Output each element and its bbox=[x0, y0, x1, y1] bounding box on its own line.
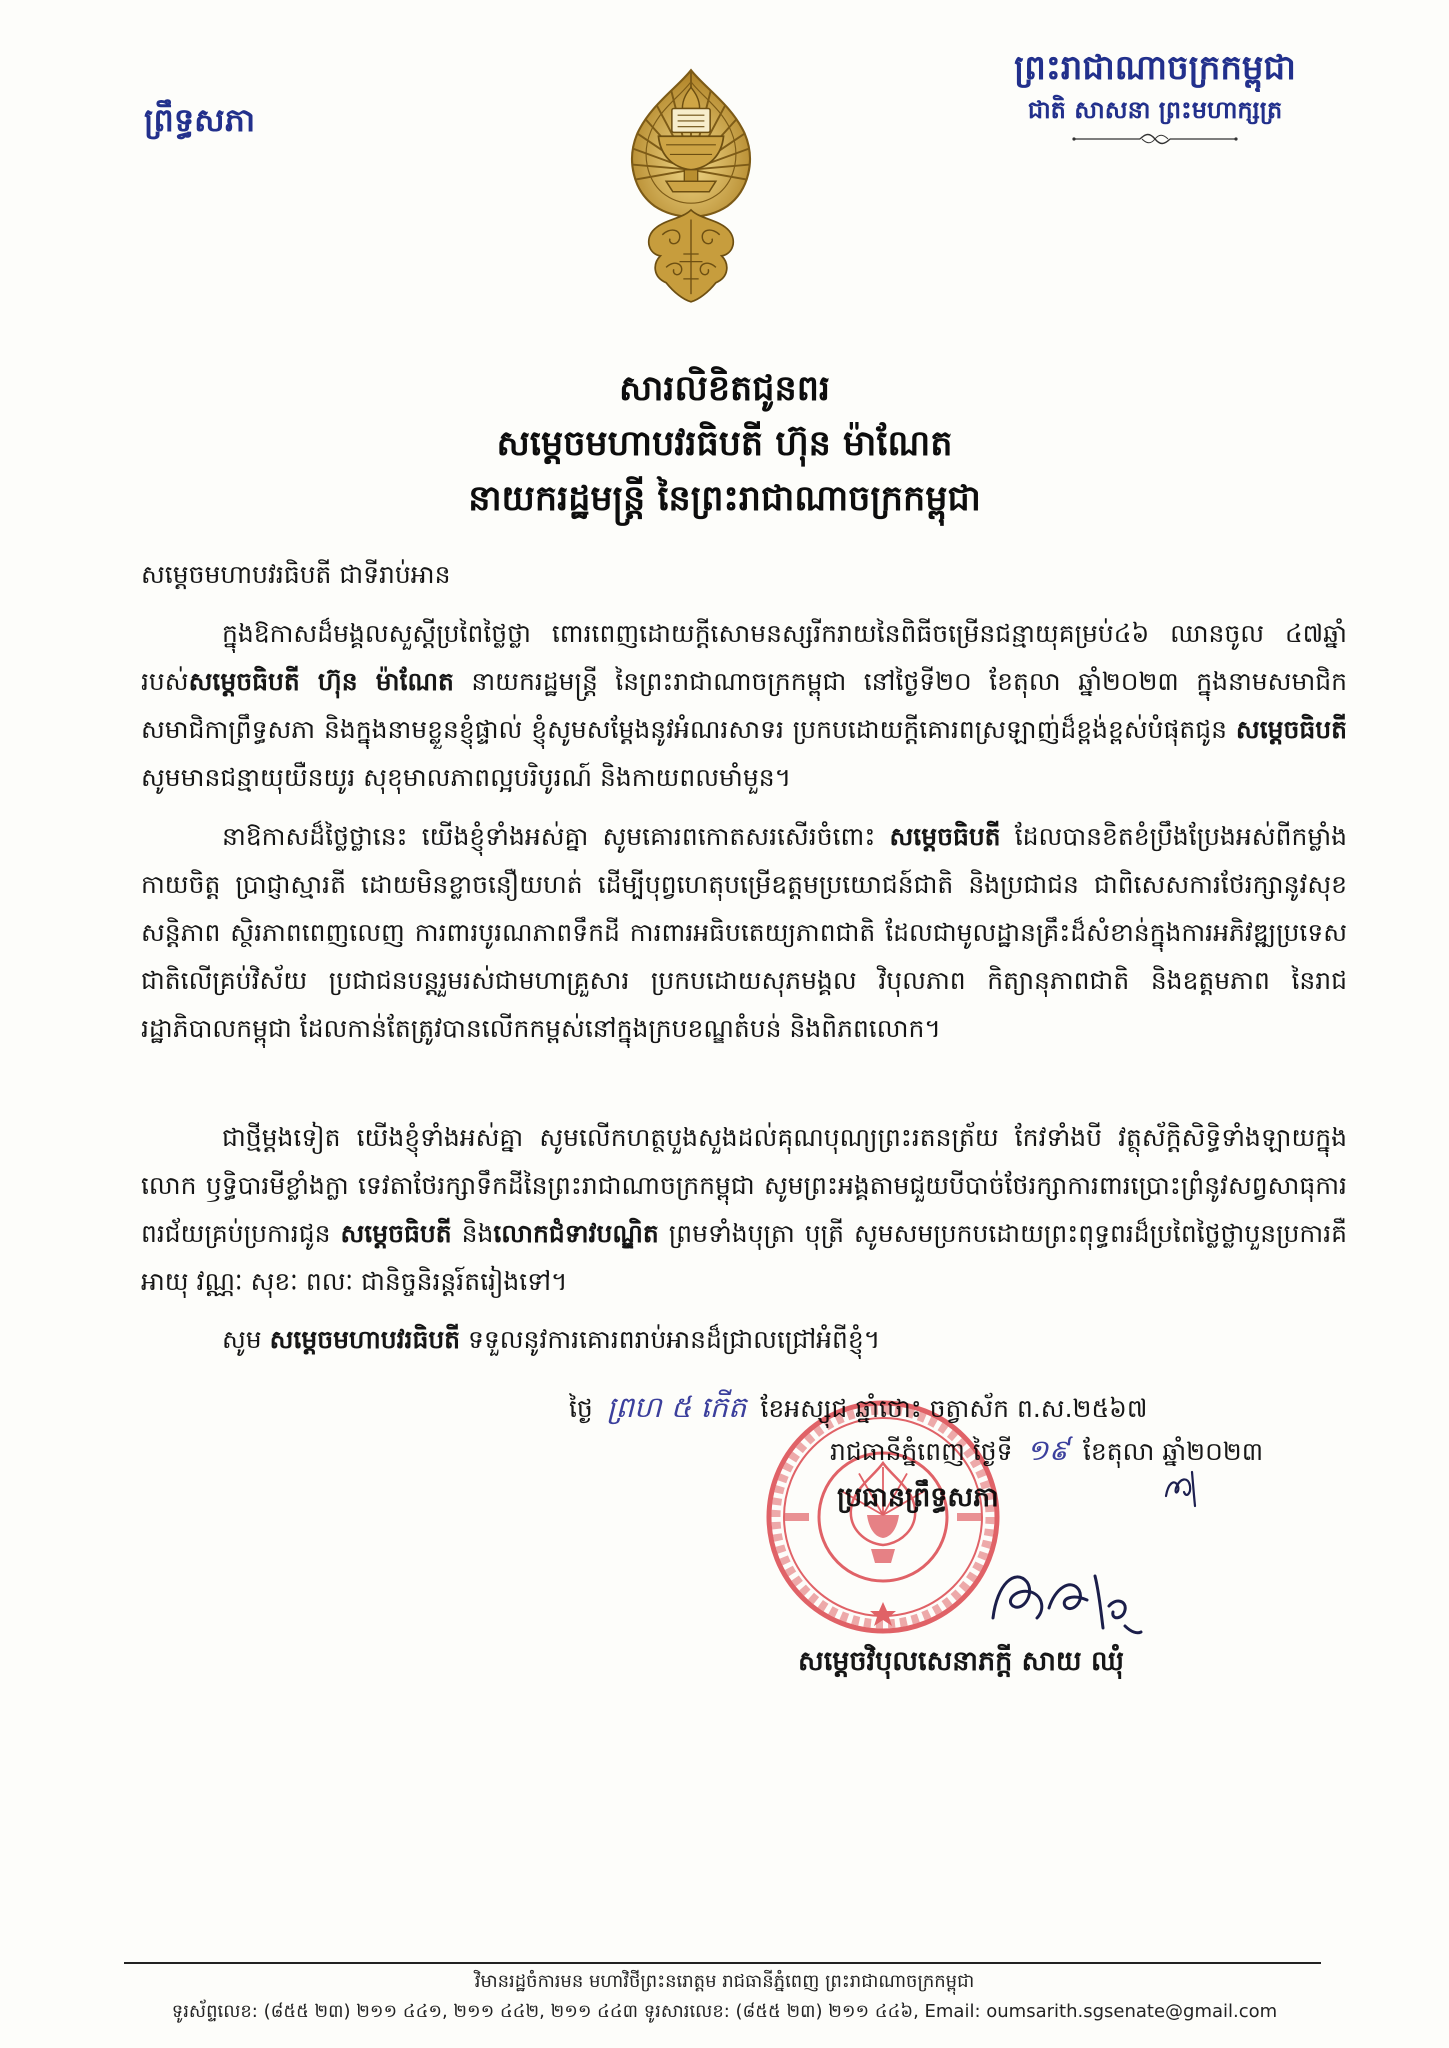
place-prefix: រាជធានីភ្នំពេញ ថ្ងៃទី bbox=[830, 1437, 1013, 1466]
p1-emphasis: សម្តេចធិបតី ហ៊ុន ម៉ាណែត bbox=[188, 667, 454, 696]
handwritten-signature bbox=[975, 1548, 1145, 1643]
p1-emphasis: សម្តេចធិបតី bbox=[1235, 715, 1347, 744]
title-line-3: នាយករដ្ឋមន្ត្រី នៃព្រះរាជាណាចក្រកម្ពុជា bbox=[468, 479, 981, 519]
day-label: ថ្ងៃ bbox=[569, 1394, 593, 1423]
title-line-1: សារលិខិតជូនពរ bbox=[618, 369, 831, 409]
kingdom-title: ព្រះរាជាណាចក្រកម្ពុជា bbox=[1014, 48, 1296, 88]
salutation: សម្តេចមហាបវរធិបតី ជាទីរាប់អាន bbox=[141, 560, 451, 589]
closing-text: ទទួលនូវការគោរពរាប់អានដ៏ជ្រាលជ្រៅអំពីខ្ញុំ។ bbox=[460, 1325, 881, 1354]
body-paragraph-2 bbox=[141, 813, 1347, 1103]
p3-text: ជាថ្មីម្តងទៀត យើងខ្ញុំទាំងអស់គ្នា សូមលើកហត្ថបួងសួងដល់គុណបុណ្យព្រះរតនត្រ័យ កែវទាំងបី វត្ថុស័ក្តិសិទ្ធិទាំងឡាយក្នុងលោក ឫទ្ធិបារមីខ្លាំងក្លា ទេវតាថែរក្សាទឹកដីនៃព្រះរាជាណាចក្រកម្ពុជា សូមព្រះអង្គតាមជួយបីបាច់ថែរក្សាការពារប្រោះព្រំនូវសព្វសាធុការពរជ័យគ្រប់ប្រការជូន bbox=[141, 1123, 1347, 1248]
p2-emphasis: សម្តេចធិបតី bbox=[889, 822, 1001, 851]
p1-text: ក្នុងឱកាសដ៏មង្គលសួស្តីប្រពៃថ្លៃថ្លា ពោរពេញដោយក្តីសោមនស្សរីករាយនៃពិធីចម្រើនជន្មាយុគម្រប់៤៦ ឈានចូល ៤៧ឆ្នាំ របស់ bbox=[141, 619, 1347, 696]
p2-text: ដែលបានខិតខំប្រឹងប្រែងអស់ពីកម្លាំងកាយចិត្ត ប្រាជ្ញាស្មារតី ដោយមិនខ្លាចនឿយហត់ ដើម្បីបុព្វហេតុបម្រើឧត្តមប្រយោជន៍ជាតិ និងប្រជាជន ជាពិសេសការថែរក្សានូវសុខសន្តិភាព ស្ថិរភាពពេញលេញ ការពារបូរណភាពទឹកដី ការពារអធិបតេយ្យភាពជាតិ ដែលជាមូលដ្ឋានគ្រឹះដ៏សំខាន់ក្នុងការអភិវឌ្ឍប្រទេសជាតិលើគ្រប់វិស័យ ប្រជាជនបន្តរួមរស់ជាមហាគ្រួសារ ប្រកបដោយសុភមង្គល វិបុលភាព កិត្យានុភាពជាតិ និងឧត្តមភាព នៃរាជរដ្ឋាភិបាលកម្ពុជា ដែលកាន់តែត្រូវបានលើកកម្ពស់នៅក្នុងក្របខណ្ឌតំបន់ និងពិភពលោក។ bbox=[141, 822, 1347, 1043]
national-motto: ជាតិ សាសនា ព្រះមហាក្សត្រ bbox=[1027, 96, 1283, 124]
signer-position: ប្រធានព្រឹទ្ធសភា bbox=[837, 1482, 999, 1513]
closing-emphasis: សម្តេចមហាបវរធិបតី bbox=[269, 1325, 461, 1354]
signer-name: សម្តេចវិបុលសេនាភក្តី សាយ ឈុំ bbox=[798, 1646, 1124, 1677]
closing-text: សូម bbox=[222, 1325, 270, 1354]
p1-text: សូមមានជន្មាយុយឺនយូរ សុខុមាលភាពល្អបរិបូរណ៍ និងកាយពលមាំមួន។ bbox=[141, 763, 792, 792]
body-paragraph-1 bbox=[141, 610, 1347, 804]
closing-sentence bbox=[141, 1316, 1347, 1364]
footer-divider bbox=[124, 1962, 1321, 1964]
place-suffix: ខែតុលា ឆ្នាំ២០២៣ bbox=[1083, 1437, 1264, 1466]
letter-title bbox=[0, 362, 1449, 527]
ornamental-divider-icon bbox=[1070, 132, 1240, 146]
title-line-2: សម្តេចមហាបវរធិបតី ហ៊ុន ម៉ាណែត bbox=[496, 424, 953, 464]
institution-label: ព្រឹទ្ធសភា bbox=[144, 101, 256, 139]
p3-text: និង bbox=[451, 1219, 494, 1248]
p3-emphasis: សម្តេចធិបតី bbox=[340, 1219, 452, 1248]
kingdom-header bbox=[930, 44, 1380, 146]
footer-address: វិមានរដ្ឋចំការមន មហាវិថីព្រះនរោត្តម រាជធានីភ្នំពេញ ព្រះរាជាណាចក្រកម្ពុជា bbox=[474, 1971, 975, 1992]
senate-seal-stamp bbox=[763, 1397, 1003, 1637]
lunar-date-rest: ខែអស្សុជ ឆ្នាំថោះ ចត្វាស័ក ព.ស.២៥៦៧ bbox=[760, 1394, 1148, 1423]
handwritten-lunar-day: ព្រហ ៥ កើត bbox=[606, 1390, 747, 1424]
p1-text: នាយករដ្ឋមន្ត្រី នៃព្រះរាជាណាចក្រកម្ពុជា នៅថ្ងៃទី២០ ខែតុលា ឆ្នាំ២០២៣ ក្នុងនាមសមាជិក សមាជិកាព្រឹទ្ធសភា និងក្នុងនាមខ្លួនខ្ញុំផ្ទាល់ ខ្ញុំសូមសម្តែងនូវអំណរសាទរ ប្រកបដោយក្តីគោរពស្រឡាញ់ដ៏ខ្ពង់ខ្ពស់បំផុតជូន bbox=[141, 667, 1347, 744]
body-paragraph-3 bbox=[141, 1114, 1347, 1308]
p2-text: នាឱកាសដ៏ថ្លៃថ្លានេះ យើងខ្ញុំទាំងអស់គ្នា សូមគោរពកោតសរសើរចំពោះ bbox=[222, 822, 890, 851]
initial-mark-icon bbox=[1160, 1466, 1200, 1510]
royal-emblem-icon bbox=[624, 62, 758, 310]
p3-text: ព្រមទាំងបុត្រា បុត្រី សូមសមប្រកបដោយព្រះពុទ្ធពរដ៏ប្រពៃថ្លៃថ្លាបួនប្រការគឺអាយុ វណ្ណៈ សុខៈ ពលៈ ជានិច្ចនិរន្តរ៍តរៀងទៅ។ bbox=[141, 1219, 1347, 1296]
p3-emphasis: លោកជំទាវបណ្ឌិត bbox=[493, 1219, 659, 1248]
handwritten-day: ១៩ bbox=[1026, 1433, 1069, 1467]
footer-contact: ទូរស័ព្ទលេខ: (៨៥៥ ២៣) ២១១ ៤៤១, ២១១ ៤៤២, ២១១ ៤៤៣ ទូរសារលេខ: (៨៥៥ ២៣) ២១១ ៤៤៦, Email: oumsarith.sgsenate@gmail.com bbox=[171, 2001, 1278, 2022]
